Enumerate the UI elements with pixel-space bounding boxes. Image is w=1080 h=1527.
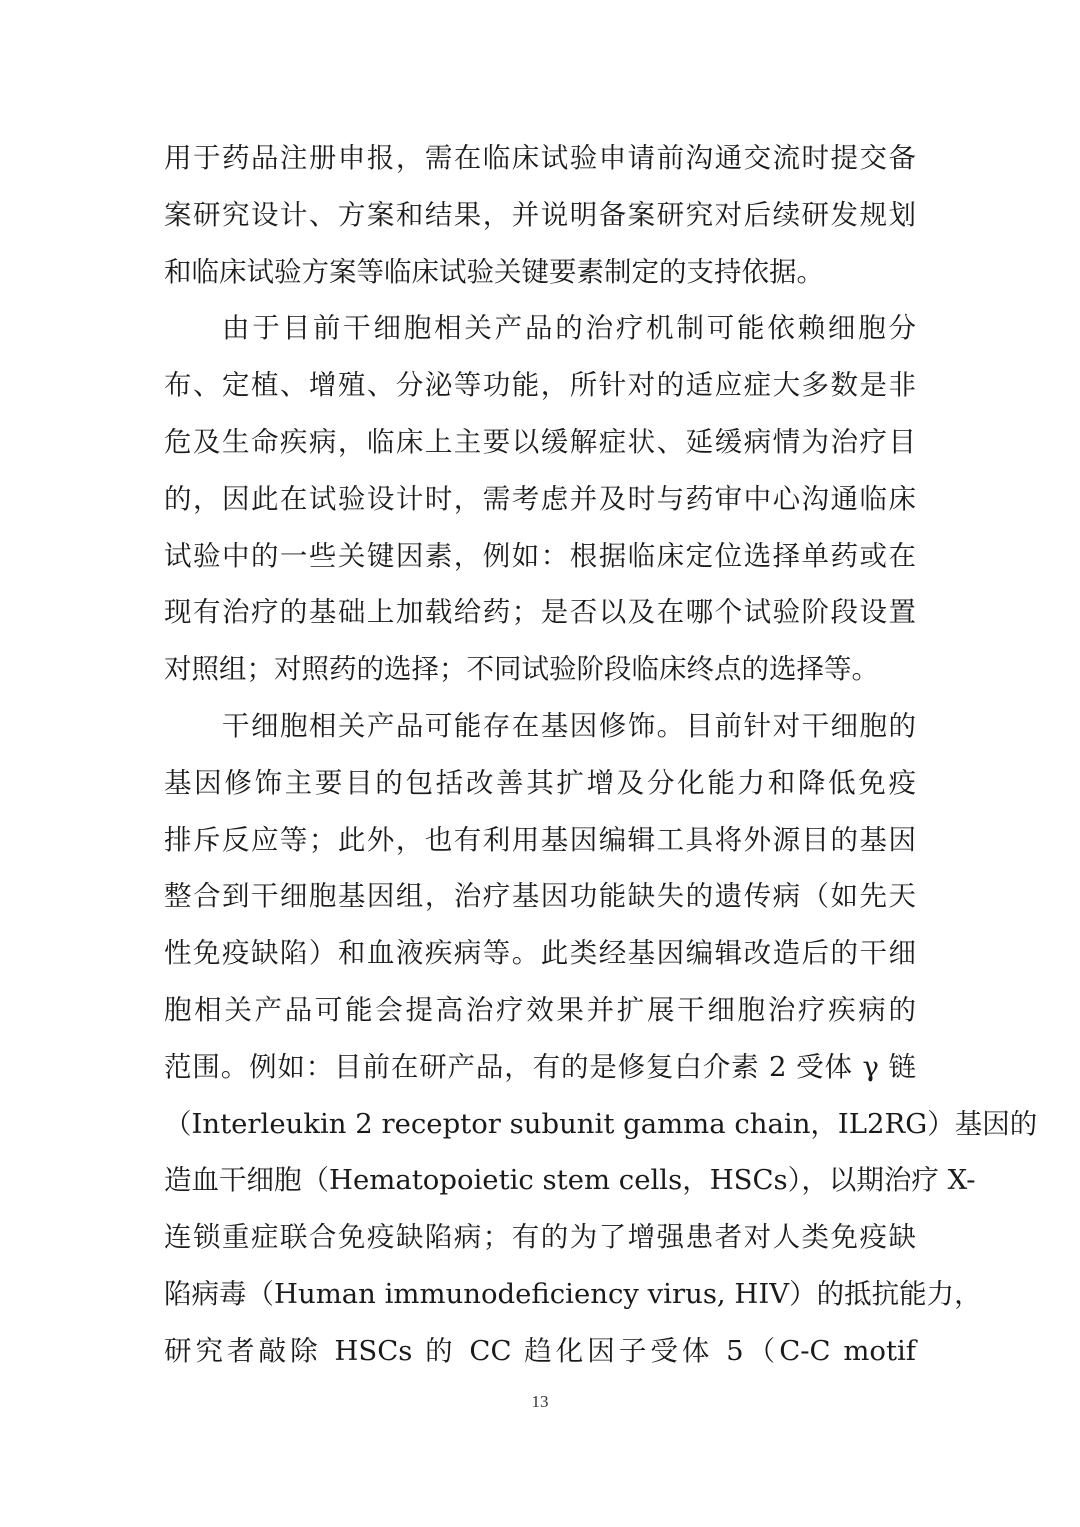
text-line: 研究者敲除 HSCs 的 CC 趋化因子受体 5（C-C motif	[164, 1334, 916, 1367]
text-line: 干细胞相关产品可能存在基因修饰。目前针对干细胞的	[222, 709, 916, 742]
text-line: 性免疫缺陷）和血液疾病等。此类经基因编辑改造后的干细	[164, 937, 916, 970]
text-line: 胞相关产品可能会提高治疗效果并扩展干细胞治疗疾病的	[164, 993, 916, 1026]
text-line: 范围。例如：目前在研产品，有的是修复白介素 2 受体 γ 链	[164, 1050, 916, 1083]
paragraph-2	[164, 300, 916, 698]
text-line: 陷病毒（Human immunodeficiency virus, HIV）的抵抗能力，	[164, 1277, 982, 1310]
text-line: 布、定植、增殖、分泌等功能，所针对的适应症大多数是非	[164, 369, 916, 402]
text-line: 对照组；对照药的选择；不同试验阶段临床终点的选择等。	[164, 653, 879, 686]
paragraph-1	[164, 130, 916, 300]
text-line: 试验中的一些关键因素，例如：根据临床定位选择单药或在	[164, 539, 916, 572]
text-line: 整合到干细胞基因组，治疗基因功能缺失的遗传病（如先天	[164, 880, 916, 913]
text-line: 现有治疗的基础上加载给药；是否以及在哪个试验阶段设置	[164, 596, 916, 629]
text-line: 用于药品注册申报，需在临床试验申请前沟通交流时提交备	[164, 142, 916, 174]
text-line: （Interleukin 2 receptor subunit gamma chain，IL2RG）基因的	[164, 1107, 1038, 1140]
text-line: 基因修饰主要目的包括改善其扩增及分化能力和降低免疫	[164, 766, 916, 799]
text-line: 由于目前干细胞相关产品的治疗机制可能依赖细胞分	[222, 312, 916, 345]
text-line: 和临床试验方案等临床试验关键要素制定的支持依据。	[164, 255, 824, 288]
paragraph-3	[164, 698, 1038, 1380]
text-line: 的，因此在试验设计时，需考虑并及时与药审中心沟通临床	[164, 482, 916, 515]
text-line: 造血干细胞（Hematopoietic stem cells，HSCs），以期治疗 X-	[164, 1164, 976, 1197]
text-line: 连锁重症联合免疫缺陷病；有的为了增强患者对人类免疫缺	[164, 1221, 916, 1254]
page-number: 13	[531, 1392, 549, 1411]
text-line: 危及生命疾病，临床上主要以缓解症状、延缓病情为治疗目	[164, 425, 916, 458]
document-body	[164, 130, 1038, 1380]
text-line: 案研究设计、方案和结果，并说明备案研究对后续研发规划	[164, 198, 916, 231]
text-line: 排斥反应等；此外，也有利用基因编辑工具将外源目的基因	[164, 823, 916, 856]
